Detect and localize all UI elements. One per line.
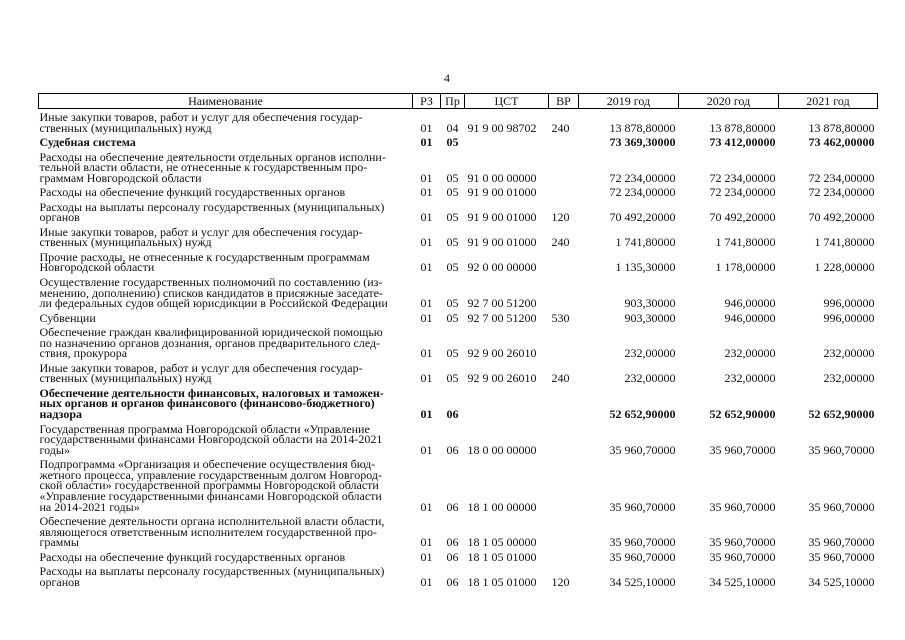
value-2019-cell: 52 652,90000 bbox=[609, 407, 676, 422]
row-name-line: ственных (муниципальных) нужд bbox=[39, 235, 212, 250]
value-2019-cell: 35 960,70000 bbox=[609, 535, 676, 550]
row-name-line: граммам Новгородской области bbox=[39, 170, 202, 185]
row-name bbox=[39, 248, 413, 273]
rz-cell: 01 bbox=[420, 210, 433, 225]
rz-cell: 01 bbox=[420, 170, 433, 185]
table-row bbox=[39, 512, 878, 548]
table-row bbox=[39, 109, 878, 134]
header-2020: 2020 год bbox=[679, 94, 779, 109]
vr-cell bbox=[549, 420, 579, 456]
table-row bbox=[39, 455, 878, 512]
row-name bbox=[39, 548, 413, 562]
cst-cell: 91 9 00 01000 bbox=[467, 210, 537, 225]
row-name-line: ных органов и органов финансового (финансово-бюджетного) bbox=[39, 396, 375, 411]
rz-cell: 01 bbox=[420, 499, 433, 514]
rz-cell: 01 bbox=[420, 185, 433, 200]
value-2019-cell: 903,30000 bbox=[624, 310, 676, 325]
pr-cell: 05 bbox=[446, 170, 459, 185]
header-name: Наименование bbox=[39, 94, 413, 109]
vr-cell bbox=[549, 512, 579, 548]
pr-cell: 05 bbox=[446, 185, 459, 200]
value-2021-cell: 72 234,00000 bbox=[808, 185, 875, 200]
value-2019-cell: 73 369,30000 bbox=[609, 135, 676, 150]
header-cst: ЦСТ bbox=[465, 94, 549, 109]
row-name-line: годы» bbox=[39, 442, 70, 457]
row-name-line: Новгородской области bbox=[39, 260, 155, 275]
vr-cell bbox=[549, 248, 579, 273]
value-2021-cell: 1 741,80000 bbox=[814, 235, 875, 250]
row-name-line: Обеспечение деятельности органа исполнительной власти области, bbox=[39, 514, 385, 529]
row-name bbox=[39, 198, 413, 223]
value-2021-cell: 13 878,80000 bbox=[808, 120, 875, 135]
row-name bbox=[39, 148, 413, 184]
row-name bbox=[39, 109, 413, 134]
cst-cell: 91 9 00 01000 bbox=[467, 235, 537, 250]
rz-cell: 01 bbox=[420, 535, 433, 550]
cst-cell: 92 9 00 26010 bbox=[467, 346, 537, 361]
cst-cell: 92 9 00 26010 bbox=[467, 371, 537, 386]
row-name-line: Расходы на обеспечение деятельности отдельных органов исполни- bbox=[39, 149, 386, 164]
value-2020-cell: 72 234,00000 bbox=[709, 170, 776, 185]
row-name-line: Обеспечение деятельности финансовых, налоговых и таможен- bbox=[39, 385, 384, 400]
vr-cell: 120 bbox=[551, 210, 570, 225]
pr-cell: 05 bbox=[446, 135, 459, 150]
rz-cell: 01 bbox=[420, 235, 433, 250]
row-name-line: Иные закупки товаров, работ и услуг для обеспечения государ- bbox=[39, 224, 363, 239]
value-2019-cell: 1 741,80000 bbox=[615, 235, 676, 250]
value-2020-cell: 946,00000 bbox=[724, 296, 776, 311]
value-2019-cell: 72 234,00000 bbox=[609, 185, 676, 200]
value-2021-cell: 996,00000 bbox=[823, 310, 875, 325]
row-name-line: государственными финансами Новгородской области на 2014-2021 bbox=[39, 432, 383, 447]
cst-cell: 18 1 05 00000 bbox=[467, 535, 537, 550]
value-2020-cell: 73 412,00000 bbox=[709, 135, 776, 150]
table-row bbox=[39, 148, 878, 184]
value-2019-cell: 70 492,20000 bbox=[609, 210, 676, 225]
header-pr: Пр bbox=[441, 94, 465, 109]
table-row bbox=[39, 309, 878, 323]
pr-cell: 05 bbox=[446, 310, 459, 325]
table-body bbox=[39, 109, 878, 588]
cst-cell: 18 1 05 01000 bbox=[467, 549, 537, 564]
vr-cell: 240 bbox=[551, 235, 570, 250]
table-row bbox=[39, 548, 878, 562]
value-2020-cell: 232,00000 bbox=[724, 346, 776, 361]
row-name-line: Субвенции bbox=[39, 310, 96, 325]
value-2019-cell: 1 135,30000 bbox=[615, 260, 676, 275]
value-2021-cell: 34 525,10000 bbox=[808, 574, 875, 589]
cst-cell: 18 1 05 01000 bbox=[467, 574, 537, 589]
row-name-line: органов bbox=[39, 210, 80, 225]
vr-cell bbox=[549, 133, 579, 147]
row-name bbox=[39, 183, 413, 200]
row-name-line: ли федеральных судов общей юрисдикции в Российской Федерации bbox=[39, 296, 388, 311]
table-row bbox=[39, 133, 878, 147]
value-2019-cell: 35 960,70000 bbox=[609, 549, 676, 564]
value-2019-cell: 13 878,80000 bbox=[609, 120, 676, 135]
value-2021-cell: 996,00000 bbox=[823, 296, 875, 311]
pr-cell: 06 bbox=[446, 549, 459, 564]
row-name-line: ственных (муниципальных) нужд bbox=[39, 120, 212, 135]
row-name-line: Иные закупки товаров, работ и услуг для обеспечения государ- bbox=[39, 110, 363, 124]
value-2020-cell: 52 652,90000 bbox=[709, 407, 776, 422]
row-name-line: граммы bbox=[39, 535, 79, 550]
row-name-line: являющегося ответственным исполнителем государственной про- bbox=[39, 524, 377, 539]
row-name-line: надзора bbox=[39, 407, 83, 422]
row-name-line: на 2014-2021 годы» bbox=[39, 499, 140, 514]
row-name-line: Расходы на обеспечение функций государственных органов bbox=[39, 185, 346, 200]
page-number: 4 bbox=[444, 71, 450, 85]
value-2020-cell: 35 960,70000 bbox=[709, 499, 776, 514]
pr-cell: 05 bbox=[446, 235, 459, 250]
value-2019-cell: 72 234,00000 bbox=[609, 170, 676, 185]
row-name-line: Расходы на выплаты персоналу государственных (муниципальных) bbox=[39, 564, 385, 579]
value-2020-cell: 35 960,70000 bbox=[709, 442, 776, 457]
header-row bbox=[39, 94, 878, 109]
row-name-line: менению, дополнению) списков кандидатов в присяжные заседате- bbox=[39, 285, 383, 300]
rz-cell: 01 bbox=[420, 296, 433, 311]
table-row bbox=[39, 359, 878, 384]
row-name-line: органов bbox=[39, 574, 80, 589]
value-2019-cell: 35 960,70000 bbox=[609, 499, 676, 514]
row-name-line: Иные закупки товаров, работ и услуг для обеспечения государ- bbox=[39, 360, 363, 375]
table-row bbox=[39, 420, 878, 456]
row-name bbox=[39, 323, 413, 359]
value-2020-cell: 34 525,10000 bbox=[709, 574, 776, 589]
value-2021-cell: 232,00000 bbox=[823, 371, 875, 386]
value-2019-cell: 34 525,10000 bbox=[609, 574, 676, 589]
pr-cell: 06 bbox=[446, 499, 459, 514]
row-name bbox=[39, 512, 413, 548]
pr-cell: 06 bbox=[446, 442, 459, 457]
pr-cell: 06 bbox=[446, 535, 459, 550]
cst-cell: 92 0 00 00000 bbox=[467, 260, 537, 275]
pr-cell: 06 bbox=[446, 407, 459, 422]
row-name bbox=[39, 359, 413, 384]
table-row bbox=[39, 384, 878, 420]
value-2020-cell: 1 178,00000 bbox=[715, 260, 776, 275]
vr-cell: 240 bbox=[551, 120, 570, 135]
value-2020-cell: 1 741,80000 bbox=[715, 235, 776, 250]
value-2021-cell: 72 234,00000 bbox=[808, 170, 875, 185]
value-2020-cell: 35 960,70000 bbox=[709, 549, 776, 564]
rz-cell: 01 bbox=[420, 549, 433, 564]
row-name-line: ствия, прокурора bbox=[39, 346, 128, 361]
value-2021-cell: 52 652,90000 bbox=[808, 407, 875, 422]
cst-cell: 92 7 00 51200 bbox=[467, 296, 537, 311]
vr-cell bbox=[549, 183, 579, 197]
value-2021-cell: 35 960,70000 bbox=[808, 549, 875, 564]
header-2021: 2021 год bbox=[779, 94, 878, 109]
value-2021-cell: 73 462,00000 bbox=[808, 135, 875, 150]
cst-cell: 91 0 00 00000 bbox=[467, 170, 537, 185]
row-name bbox=[39, 420, 413, 456]
table-row bbox=[39, 273, 878, 309]
row-name bbox=[39, 384, 413, 420]
cst-cell bbox=[465, 133, 549, 147]
value-2021-cell: 35 960,70000 bbox=[808, 499, 875, 514]
pr-cell: 05 bbox=[446, 296, 459, 311]
value-2020-cell: 13 878,80000 bbox=[709, 120, 776, 135]
value-2021-cell: 232,00000 bbox=[823, 346, 875, 361]
vr-cell bbox=[549, 323, 579, 359]
table-row bbox=[39, 198, 878, 223]
row-name bbox=[39, 223, 413, 248]
value-2019-cell: 232,00000 bbox=[624, 371, 676, 386]
table-row bbox=[39, 183, 878, 197]
rz-cell: 01 bbox=[420, 371, 433, 386]
cst-cell: 18 1 00 00000 bbox=[467, 499, 537, 514]
table-row bbox=[39, 323, 878, 359]
row-name-line: ственных (муниципальных) нужд bbox=[39, 371, 212, 386]
vr-cell: 120 bbox=[551, 574, 570, 589]
pr-cell: 05 bbox=[446, 210, 459, 225]
rz-cell: 01 bbox=[420, 442, 433, 457]
cst-cell bbox=[465, 384, 549, 420]
rz-cell: 01 bbox=[420, 135, 433, 150]
value-2021-cell: 35 960,70000 bbox=[808, 535, 875, 550]
value-2021-cell: 35 960,70000 bbox=[808, 442, 875, 457]
value-2019-cell: 903,30000 bbox=[624, 296, 676, 311]
value-2020-cell: 72 234,00000 bbox=[709, 185, 776, 200]
vr-cell bbox=[549, 384, 579, 420]
row-name-line: Подпрограмма «Организация и обеспечение осуществления бюд- bbox=[39, 457, 376, 472]
row-name-line: ской области» государственной программы Новгородской области bbox=[39, 478, 379, 493]
vr-cell: 240 bbox=[551, 371, 570, 386]
table-row bbox=[39, 562, 878, 587]
header-2019: 2019 год bbox=[579, 94, 679, 109]
pr-cell: 05 bbox=[446, 371, 459, 386]
rz-cell: 01 bbox=[420, 310, 433, 325]
table-row bbox=[39, 248, 878, 273]
value-2020-cell: 70 492,20000 bbox=[709, 210, 776, 225]
pr-cell: 05 bbox=[446, 346, 459, 361]
row-name-line: жетного процесса, управление государственным долгом Новгород- bbox=[39, 467, 382, 482]
vr-cell bbox=[549, 455, 579, 512]
value-2020-cell: 35 960,70000 bbox=[709, 535, 776, 550]
row-name-line: Осуществление государственных полномочий по составлению (из- bbox=[39, 274, 383, 289]
rz-cell: 01 bbox=[420, 260, 433, 275]
value-2021-cell: 1 228,00000 bbox=[814, 260, 875, 275]
rz-cell: 01 bbox=[420, 120, 433, 135]
row-name-line: Расходы на выплаты персоналу государственных (муниципальных) bbox=[39, 199, 385, 214]
budget-table bbox=[38, 93, 878, 587]
pr-cell: 06 bbox=[446, 574, 459, 589]
pr-cell: 04 bbox=[446, 120, 459, 135]
vr-cell: 530 bbox=[551, 310, 570, 325]
cst-cell: 91 9 00 98702 bbox=[467, 120, 537, 135]
table-row bbox=[39, 223, 878, 248]
row-name-line: тельной власти области, не отнесенные к государственным про- bbox=[39, 160, 368, 175]
vr-cell bbox=[549, 548, 579, 562]
vr-cell bbox=[549, 148, 579, 184]
row-name bbox=[39, 273, 413, 309]
value-2019-cell: 35 960,70000 bbox=[609, 442, 676, 457]
row-name bbox=[39, 455, 413, 512]
value-2020-cell: 946,00000 bbox=[724, 310, 776, 325]
row-name-line: Расходы на обеспечение функций государственных органов bbox=[39, 549, 346, 564]
row-name bbox=[39, 562, 413, 587]
row-name-line: Обеспечение граждан квалифицированной юридической помощью bbox=[39, 325, 383, 340]
rz-cell: 01 bbox=[420, 346, 433, 361]
cst-cell: 91 9 00 01000 bbox=[467, 185, 537, 200]
header-vr: ВР bbox=[549, 94, 579, 109]
row-name-line: «Управление государственными финансами Новгородской области bbox=[39, 488, 382, 503]
pr-cell: 05 bbox=[446, 260, 459, 275]
header-rz: РЗ bbox=[413, 94, 441, 109]
vr-cell bbox=[549, 273, 579, 309]
row-name-line: Государственная программа Новгородской области «Управление bbox=[39, 421, 370, 436]
row-name bbox=[39, 133, 413, 150]
value-2020-cell: 232,00000 bbox=[724, 371, 776, 386]
rz-cell: 01 bbox=[420, 574, 433, 589]
row-name-line: Судебная система bbox=[39, 135, 136, 150]
rz-cell: 01 bbox=[420, 407, 433, 422]
cst-cell: 92 7 00 51200 bbox=[467, 310, 537, 325]
cst-cell: 18 0 00 00000 bbox=[467, 442, 537, 457]
row-name-line: Прочие расходы, не отнесенные к государственным программам bbox=[39, 249, 370, 264]
value-2021-cell: 70 492,20000 bbox=[808, 210, 875, 225]
table-header bbox=[39, 94, 878, 109]
row-name bbox=[39, 309, 413, 323]
value-2019-cell: 232,00000 bbox=[624, 346, 676, 361]
row-name-line: по назначению органов дознания, органов предварительного след- bbox=[39, 335, 381, 350]
